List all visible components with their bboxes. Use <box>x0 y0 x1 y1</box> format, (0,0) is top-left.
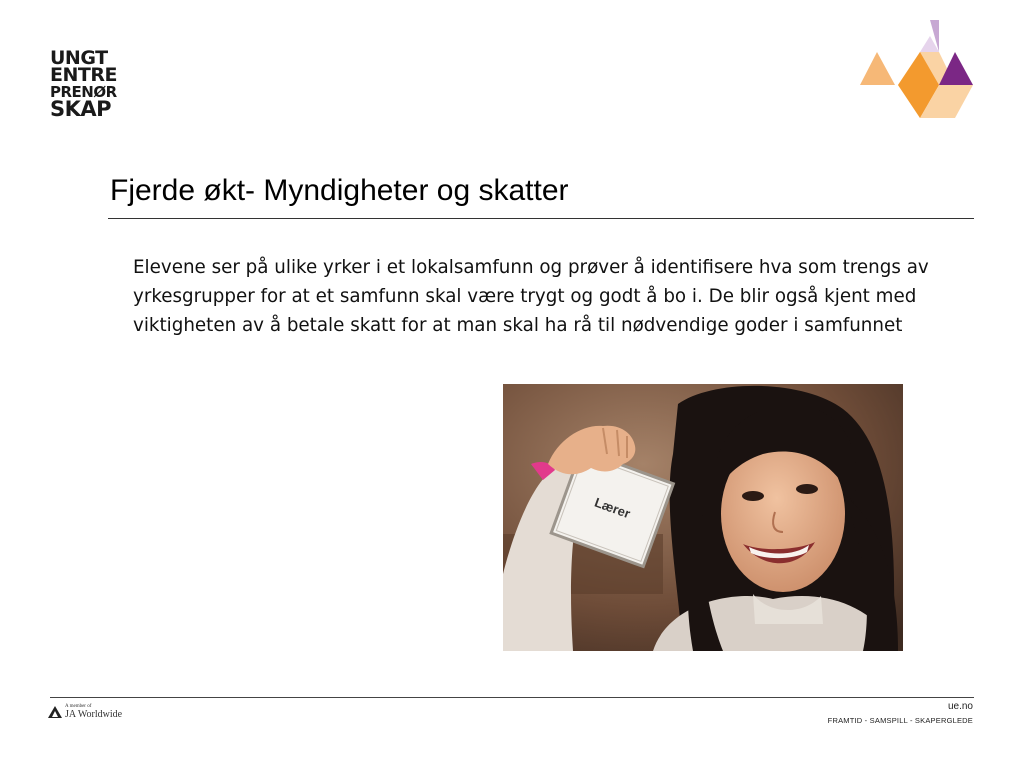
logo-line-2: ENTRE <box>50 64 117 86</box>
ja-worldwide-logo <box>48 704 122 720</box>
title-divider <box>108 218 974 219</box>
ue-logo <box>50 47 130 121</box>
card-label: Lærer <box>592 494 633 522</box>
footer-tagline: FRAMTID - SAMSPILL - SKAPERGLEDE <box>827 716 973 725</box>
slide-body-text: Elevene ser på ulike yrker i et lokalsamfunn og prøver å identifisere hva som trengs av yrkesgrupper for at et samfunn skal være trygt og godt å bo i. De blir også kjent med viktigheten av å betale skatt for at man skal ha rå til nødvendige goder i samfunnet <box>133 257 929 336</box>
footer-site: ue.no <box>947 701 973 712</box>
photo-illustration <box>503 384 903 651</box>
logo-line-1: UNGT <box>50 47 108 69</box>
slide-title: Fjerde økt- Myndigheter og skatter <box>110 174 569 207</box>
logo-line-3: PRENØR <box>50 83 117 101</box>
left-triangle <box>860 52 895 85</box>
triangle-logo-icon <box>855 18 975 120</box>
footer-divider <box>50 697 974 698</box>
ja-name: JA Worldwide <box>65 709 123 720</box>
logo-line-4: SKAP <box>50 97 112 121</box>
ja-triangle-icon <box>48 706 62 718</box>
photo-girl-holding-card <box>503 384 903 651</box>
ja-member-text: A member of <box>65 704 92 709</box>
